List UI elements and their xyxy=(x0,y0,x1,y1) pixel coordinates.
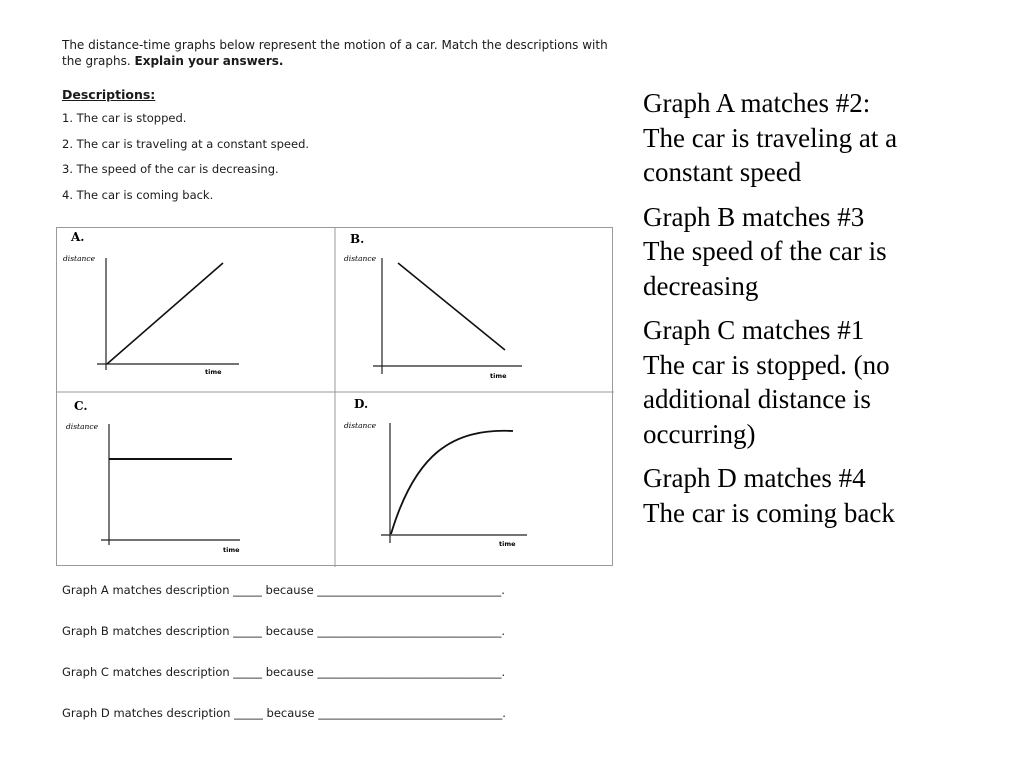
answer-title: Graph D matches #4 xyxy=(643,463,866,493)
match-line-d: Graph D matches description _____ because ________________________________. xyxy=(62,706,506,720)
answer-line: The car is coming back xyxy=(643,497,895,528)
graph-c-label: C. xyxy=(74,399,88,413)
graph-d-y-axis-label: distance xyxy=(344,421,377,430)
answer-line: The car is stopped. (no xyxy=(643,349,890,380)
answer-line: additional distance is xyxy=(643,384,871,414)
description-item: 2. The car is traveling at a constant speed. xyxy=(62,136,310,151)
answer-title: Graph B matches #3 xyxy=(643,201,865,232)
graph-c xyxy=(66,399,240,554)
intro-text-bold: Explain your answers. xyxy=(134,54,284,68)
graph-d-x-axis-label: time xyxy=(499,540,516,548)
graph-b xyxy=(344,232,522,380)
answer-title: Graph A matches #2: xyxy=(643,88,871,118)
graphs-grid xyxy=(56,227,613,566)
match-line-c: Graph C matches description _____ because ________________________________. xyxy=(62,665,506,679)
answer-line: The car is traveling at a xyxy=(643,122,898,153)
graph-a xyxy=(63,230,239,376)
description-item: 3. The speed of the car is decreasing. xyxy=(62,162,279,176)
graph-a-x-axis-label: time xyxy=(205,368,222,376)
intro-text xyxy=(62,37,622,69)
graph-a-y-axis-label: distance xyxy=(63,254,96,263)
graph-c-y-axis-label: distance xyxy=(66,422,99,431)
graph-b-label: B. xyxy=(350,232,365,246)
graph-d xyxy=(344,397,527,548)
descriptions-list xyxy=(62,111,309,213)
graph-d-label: D. xyxy=(354,397,369,411)
answer-a xyxy=(643,86,1013,190)
answer-d xyxy=(643,461,1013,530)
answer-line: occurring) xyxy=(643,418,756,449)
match-line-b: Graph B matches description _____ because ________________________________. xyxy=(62,624,505,638)
answer-b xyxy=(643,200,1013,304)
graph-a-line xyxy=(107,263,223,364)
graphs-svg xyxy=(57,228,614,567)
answer-c xyxy=(643,313,1013,451)
intro-text-main: The distance-time graphs below represent the motion of a car. Match the descriptions with the graphs. xyxy=(62,38,608,68)
answer-line: constant speed xyxy=(643,157,802,187)
graph-a-label: A. xyxy=(71,230,85,244)
match-line-a: Graph A matches description _____ because ________________________________. xyxy=(62,583,505,597)
description-item: 1. The car is stopped. xyxy=(62,111,187,125)
graph-d-curve xyxy=(391,431,513,534)
answer-line: decreasing xyxy=(643,270,759,301)
answer-line: The speed of the car is xyxy=(643,236,887,266)
graph-b-y-axis-label: distance xyxy=(344,254,377,263)
descriptions-heading: Descriptions: xyxy=(62,87,156,102)
answer-title: Graph C matches #1 xyxy=(643,315,865,345)
match-lines xyxy=(62,582,506,746)
graph-c-x-axis-label: time xyxy=(223,546,240,554)
graph-b-line xyxy=(398,263,505,350)
graph-b-x-axis-label: time xyxy=(490,372,507,380)
answers-panel xyxy=(643,86,1013,540)
description-item: 4. The car is coming back. xyxy=(62,187,214,202)
